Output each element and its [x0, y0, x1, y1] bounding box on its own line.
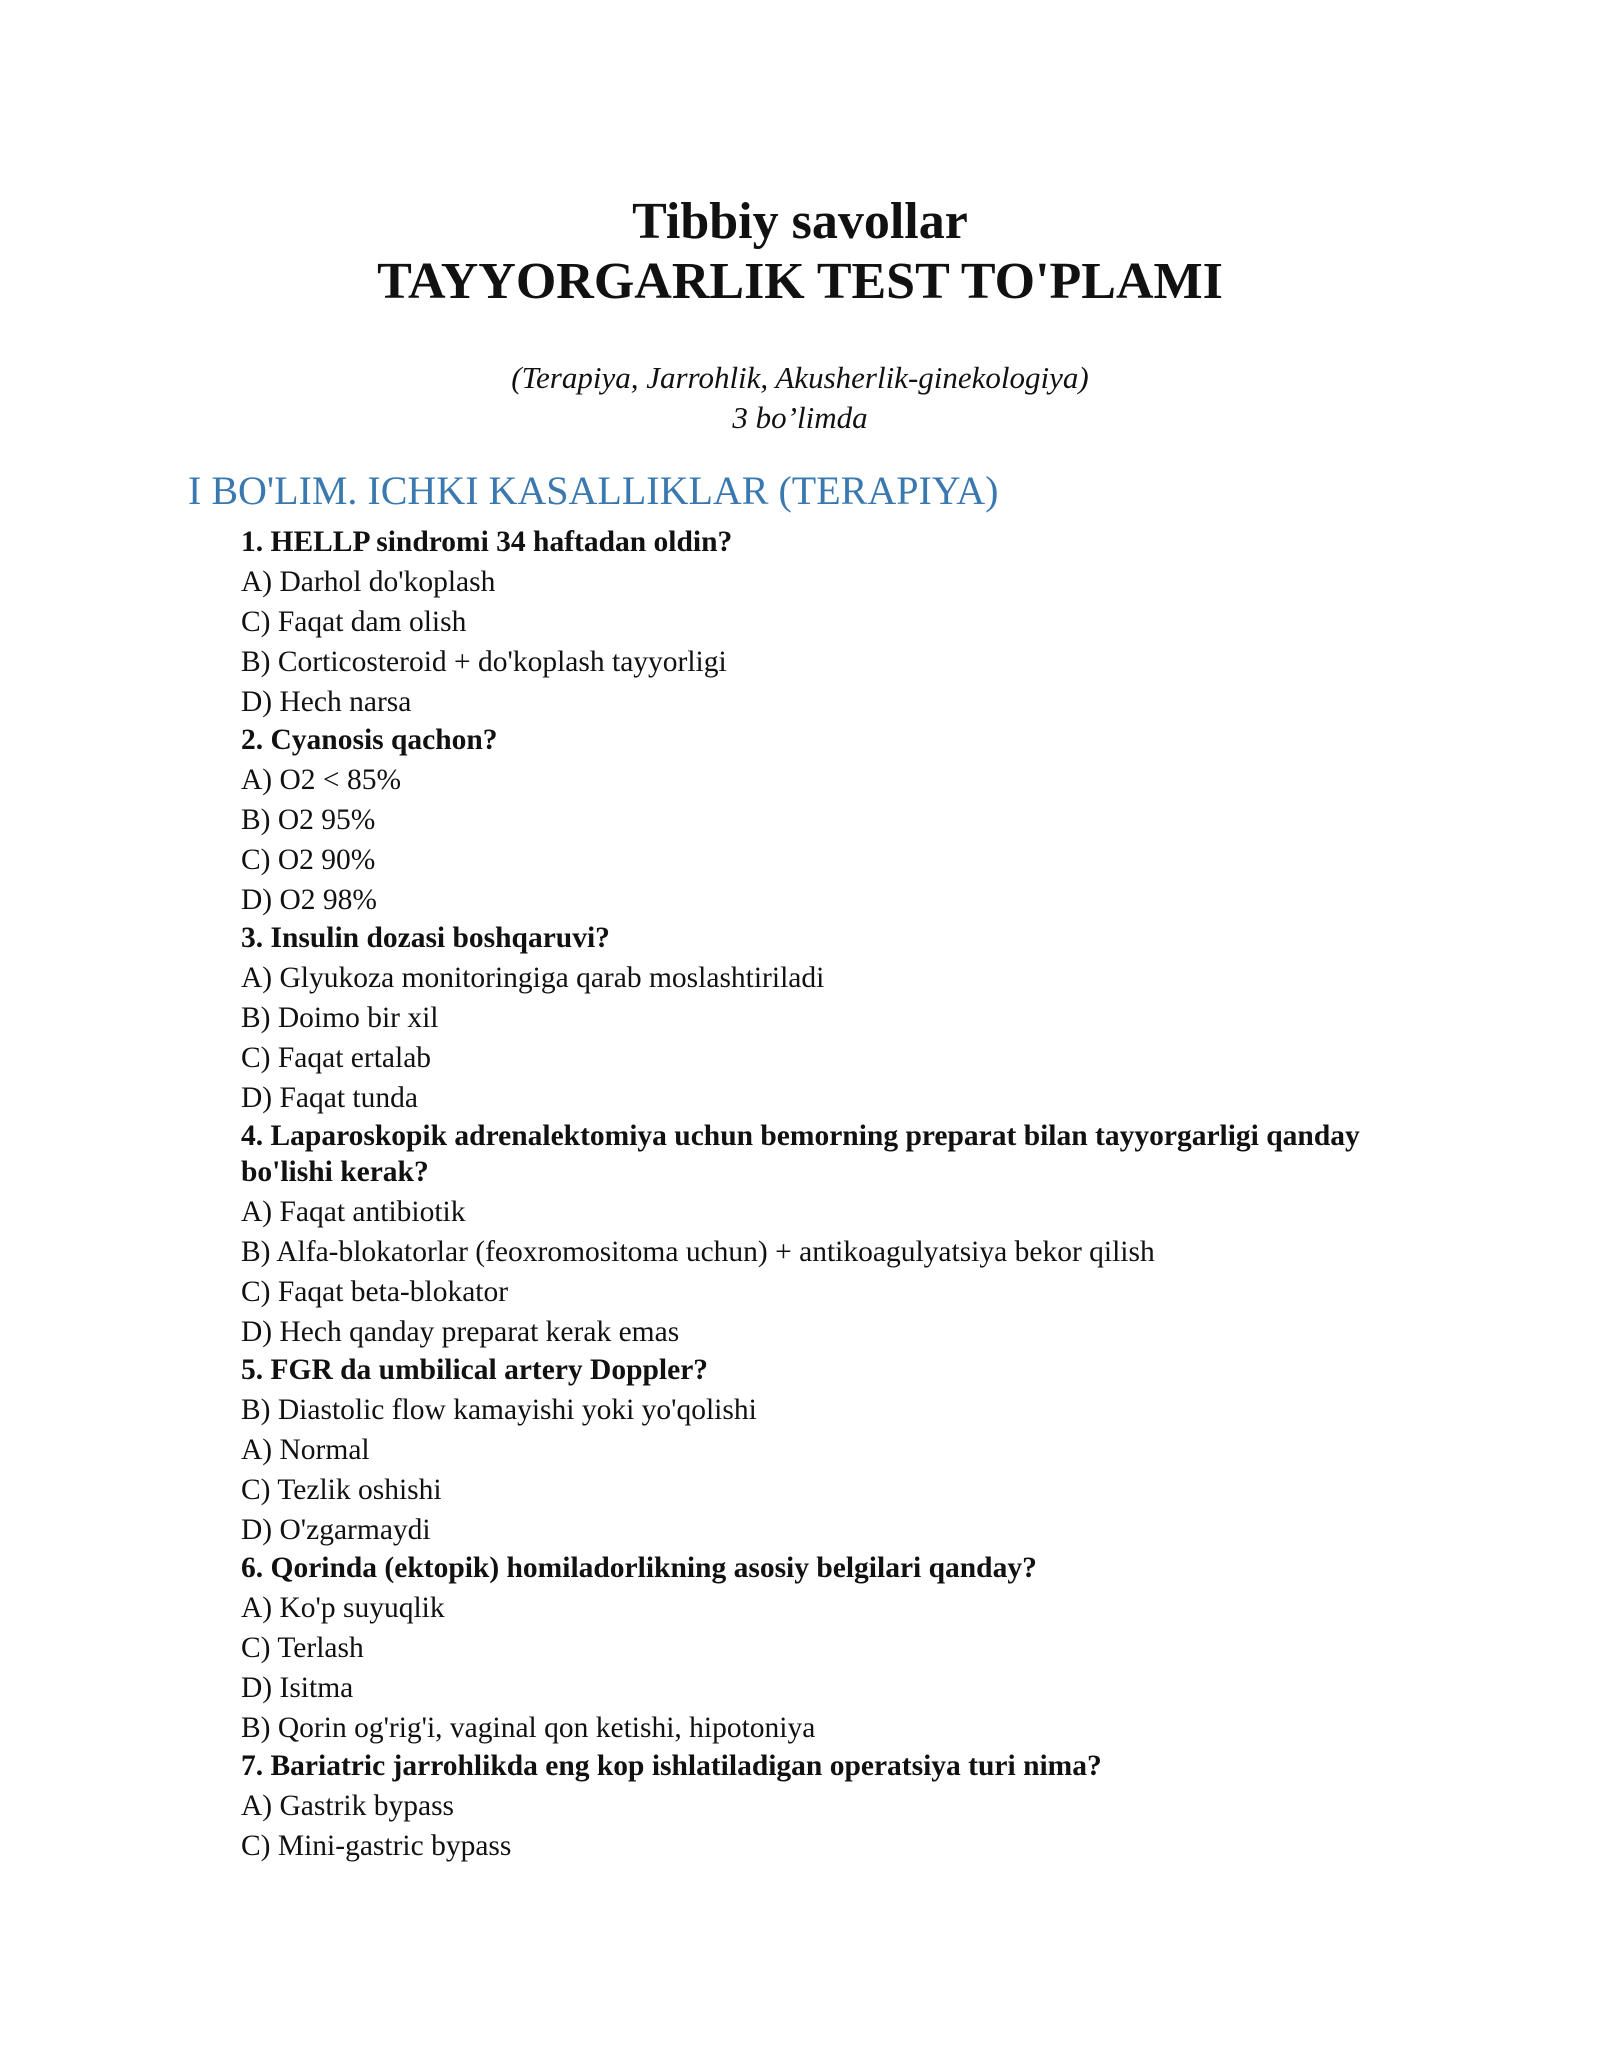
answer-option: B) Qorin og'rig'i, vaginal qon ketishi, hipotoniya [241, 1712, 816, 1744]
question-title: 5. FGR da umbilical artery Doppler? [241, 1354, 709, 1386]
subtitle-sections-count: 3 bo’limda [732, 400, 868, 435]
answer-option: B) Corticosteroid + do'koplash tayyorligi [241, 646, 727, 678]
answer-option: A) Normal [241, 1434, 370, 1466]
answer-option: D) O2 98% [241, 884, 378, 916]
answer-option: A) Gastrik bypass [241, 1790, 455, 1822]
answer-option: C) Terlash [241, 1632, 364, 1664]
subtitle-block [0, 358, 1600, 438]
answer-option: D) Faqat tunda [241, 1082, 418, 1114]
question-list [241, 524, 1381, 1866]
document-title: Tibbiy savollar [632, 193, 968, 250]
answer-option: B) Alfa-blokatorlar (feoxromositoma uchun) + antikoagulyatsiya bekor qilish [241, 1236, 1155, 1268]
answer-option: A) Glyukoza monitoringiga qarab moslashtiriladi [241, 962, 825, 994]
answer-option: D) Hech narsa [241, 686, 412, 718]
question-7 [241, 1748, 1381, 1866]
answer-option: B) O2 95% [241, 804, 376, 836]
question-title: 3. Insulin dozasi boshqaruvi? [241, 922, 610, 954]
document-subtitle-heading: TAYYORGARLIK TEST TO'PLAMI [377, 253, 1223, 310]
answer-option: A) O2 < 85% [241, 764, 402, 796]
answer-option: C) O2 90% [241, 844, 376, 876]
answer-option: D) Isitma [241, 1672, 354, 1704]
question-5 [241, 1352, 1381, 1550]
answer-option: B) Diastolic flow kamayishi yoki yo'qolishi [241, 1394, 757, 1426]
question-title: 2. Cyanosis qachon? [241, 724, 498, 756]
question-title: 6. Qorinda (ektopik) homiladorlikning asosiy belgilari qanday? [241, 1552, 1037, 1584]
question-title: 4. Laparoskopik adrenalektomiya uchun bemorning preparat bilan tayyorgarligi qanday bo'lishi kerak? [241, 1120, 1360, 1188]
question-title: 7. Bariatric jarrohlikda eng kop ishlatiladigan operatsiya turi nima? [241, 1750, 1102, 1782]
subtitle-topics: (Terapiya, Jarrohlik, Akusherlik-ginekologiya) [511, 360, 1089, 395]
answer-option: C) Mini-gastric bypass [241, 1830, 512, 1862]
answer-option: D) O'zgarmaydi [241, 1514, 431, 1546]
question-title: 1. HELLP sindromi 34 haftadan oldin? [241, 526, 733, 558]
answer-option: C) Faqat beta-blokator [241, 1276, 509, 1308]
section-heading: I BO'LIM. ICHKI KASALLIKLAR (TERAPIYA) [188, 468, 999, 513]
answer-option: C) Faqat ertalab [241, 1042, 432, 1074]
answer-option: D) Hech qanday preparat kerak emas [241, 1316, 680, 1348]
answer-option: C) Tezlik oshishi [241, 1474, 442, 1506]
answer-option: C) Faqat dam olish [241, 606, 467, 638]
question-6 [241, 1550, 1381, 1748]
answer-option: A) Ko'p suyuqlik [241, 1592, 445, 1624]
question-1 [241, 524, 1381, 722]
title-block [0, 192, 1600, 312]
question-4 [241, 1118, 1381, 1352]
question-3 [241, 920, 1381, 1118]
question-2 [241, 722, 1381, 920]
answer-option: B) Doimo bir xil [241, 1002, 439, 1034]
answer-option: A) Darhol do'koplash [241, 566, 496, 598]
answer-option: A) Faqat antibiotik [241, 1196, 466, 1228]
